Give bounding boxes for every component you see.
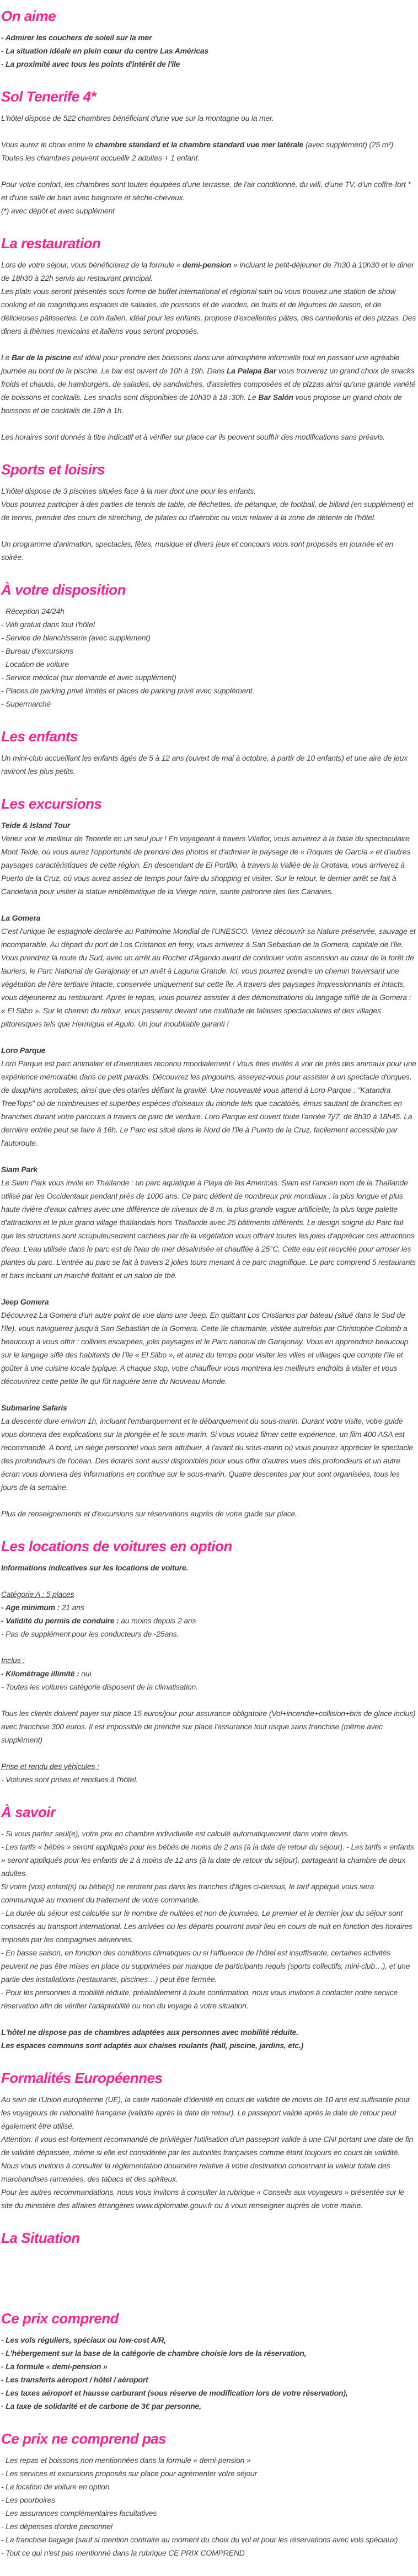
- text-line: [1, 2133, 417, 2159]
- list-item: [1, 44, 417, 57]
- section-heading: Les locations de voitures en option: [1, 1538, 232, 1554]
- text-segment: L'hôtel dispose de 522 chambres bénéficiant d'une vue sur la montagne ou la mer.: [1, 114, 274, 122]
- text-line: [1, 537, 417, 564]
- list-item: [1, 2493, 417, 2506]
- text-line: [1, 1827, 417, 1840]
- list-item: [1, 658, 417, 671]
- subheading: [1, 911, 417, 924]
- list-item: [1, 2386, 417, 2399]
- text-segment: Les horaires sont donnés à titre indicatif et à vérifier sur place car ils peuvent souffrir des modifications sans préavis.: [1, 432, 385, 441]
- text-line: [1, 1507, 417, 1520]
- text-segment: - Wifi gratuit dans tout l'hôtel: [1, 620, 95, 629]
- text-line: [1, 1588, 417, 1601]
- text-line: [1, 1880, 417, 1906]
- text-segment: - Admirer les couchers de soleil sur la mer: [1, 33, 152, 42]
- text-segment: 21 ans: [60, 1603, 84, 1612]
- text-segment: Un programme d'animation, spectacles, fêtes, musique et divers jeux et concours vous sont proposés en journée et en soirée.: [1, 539, 394, 562]
- text-line: [1, 204, 417, 217]
- text-segment: Attention: Il vous est fortement recommandé de privilégier l'utilisation d'un passeport valide à une CNI portant une date de fin de validité dépassée, même si elle est considérée par les autorités françaises comme étant toujours en cours de validité.: [1, 2135, 414, 2157]
- bold-note: [1, 2025, 417, 2052]
- text-line: [1, 1176, 417, 1282]
- text-segment: - Bureau d'excursions: [1, 646, 73, 655]
- paragraph: [1, 351, 417, 417]
- text-segment: - En basse saison, en fonction des conditions climatiques ou si l'affluence de l'hôtel est insuffisante, certaines activités peuvent ne pas être mises en place ou supprimées par manque de participants requis (sports collectifs, mini-club…), et une partie des installations (restaurants, piscines…) peut être fermée.: [1, 1948, 410, 1984]
- section-la-restauration: [1, 235, 417, 443]
- list-item: [1, 2399, 417, 2413]
- text-segment: Nous vous invitons à consulter la réglementation douanière relative à votre destination concernant la valeur totale des marchandises ramenées, des tabacs et des spiriteux.: [1, 2161, 390, 2183]
- text-segment: Le: [1, 353, 12, 362]
- text-segment: - Pas de supplément pour les conducteurs de -25ans.: [1, 1629, 179, 1638]
- list-item: [1, 605, 417, 618]
- section-heading: Formalités Européennes: [1, 2070, 163, 2086]
- text-segment: oui: [79, 1669, 92, 1678]
- text-segment: - Supermarché: [1, 699, 51, 708]
- text-line: [1, 430, 417, 443]
- list-item: [1, 2347, 417, 2360]
- list: [1, 1773, 417, 1786]
- text-line: [1, 1163, 417, 1176]
- text-segment: Catégorie A : 5 places: [1, 1590, 74, 1599]
- text-segment: - Les taxes aéroport et hausse carburant (sous réserve de modification lors de votre réservation),: [1, 2388, 348, 2397]
- text-line: [1, 1986, 417, 2012]
- paragraph: [1, 1176, 417, 1282]
- text-line: [1, 1840, 417, 1880]
- bold-text-segment: Bar Salón: [258, 393, 293, 402]
- list-item: [1, 684, 417, 697]
- text-segment: - Tout ce qui n'est pas mentionné dans la rubrique CE PRIX COMPREND: [1, 2548, 245, 2557]
- list-item: [1, 31, 417, 44]
- text-segment: - Toutes les voitures catégorie disposent de la climatisation.: [1, 1682, 198, 1691]
- text-line: [1, 498, 417, 524]
- text-line: [1, 2159, 417, 2185]
- text-segment: - La franchise bagage (sauf si mention contraire au moment du choix du vol et pour les réservations avec vols spéciaux): [1, 2535, 398, 2544]
- text-line: [1, 2185, 417, 2212]
- section-sports-et-loisirs: [1, 461, 417, 564]
- section-locations-de-voitures: [1, 1538, 417, 1786]
- text-segment: - Pour les personnes à mobilité réduite, préalablement à toute confirmation, nous vous invitons à contacter notre service réservation afin de vérifier l'adaptabilité ou non du voyage à votre situation.: [1, 1988, 398, 2010]
- text-segment: Un mini-club accueillant les enfants âgés de 5 à 12 ans (ouvert de mai à octobre, à partir de 10 enfants) et une aire de jeux raviront les plus petits.: [1, 753, 408, 776]
- subheading: [1, 1295, 417, 1308]
- text-segment: - Les vols réguliers, spéciaux ou low-cost A/R,: [1, 2335, 166, 2344]
- bold-note: [1, 1561, 417, 1574]
- text-line: [1, 924, 417, 1030]
- text-segment: est idéal pour prendre des boissons dans une atmosphère informelle tout en passant une agréable journée au bord de la piscine. Le bar est ouvert de 10h à 19h. Dans: [1, 353, 400, 375]
- list-item: [1, 2467, 417, 2480]
- text-segment: - Les dépenses d'ordre personnel: [1, 2522, 112, 2531]
- text-segment: - La location de voiture en option: [1, 2482, 110, 2491]
- text-line: [1, 1401, 417, 1414]
- section-ce-prix-comprend: [1, 2310, 417, 2413]
- bold-text-segment: - Age minimum :: [1, 1603, 60, 1612]
- map-placeholder: [1, 2253, 417, 2292]
- text-segment: - La durée du séjour est calculée sur le nombre de nuitées et non de journées. Le premier et le dernier jour du séjour sont consacrés au transport international. Les arrivées ou les départs pourront avoir lieu en cours de nuit en fonction des horaires imposés par les compagnies aériennes.: [1, 1909, 412, 1944]
- section-heading: Ce prix ne comprend pas: [1, 2430, 167, 2447]
- text-line: [1, 832, 417, 898]
- list-item: [1, 2506, 417, 2520]
- list-item: [1, 1627, 417, 1640]
- text-segment: Les plats vous seront présentés sous forme de buffet international et régional sain où vous trouvez une station de show cooking et de magnifiques espaces de salades, de poissons et de viandes, de fruits et de légumes de saison, et de délicieuses pâtisseries. Le coin italien, idéal pour les enfants, propose d'excellentes pâtes, des cannellonis et des pizzas. Des diners à thèmes mexicains et italiens vous seront proposés.: [1, 287, 416, 335]
- text-segment: Jeep Gomera: [1, 1297, 49, 1306]
- list-item: [1, 2520, 417, 2533]
- list-item: [1, 2373, 417, 2386]
- list: [1, 1601, 417, 1640]
- text-line: [1, 178, 417, 204]
- section-heading: On aime: [1, 8, 56, 24]
- text-line: [1, 351, 417, 417]
- paragraph: [1, 178, 417, 217]
- paragraph: [1, 832, 417, 898]
- list-item: [1, 618, 417, 631]
- text-segment: Les espaces communs sont adaptés aux chaises roulants (hall, piscine, jardins, etc.): [1, 2041, 304, 2050]
- list-item: [1, 1680, 417, 1693]
- text-segment: Lors de votre séjour, vous bénéficierez de la formule «: [1, 260, 183, 269]
- text-segment: Pour votre confort, les chambres sont toutes équipées d'une terrasse, de l'air conditionné, du wifi, d'une TV, d'un coffre-fort * et d'une salle de bain avec baignoire et sèche-cheveux.: [1, 180, 411, 202]
- paragraph: [1, 924, 417, 1030]
- text-line: [1, 911, 417, 924]
- text-segment: Si votre (vos) enfant(s) ou bébé(s) ne rentrent pas dans les tranches d'âges ci-dessus, le tarif appliqué vous sera communiqué au moment du traitement de votre commande.: [1, 1882, 374, 1904]
- section-heading: À votre disposition: [1, 581, 126, 598]
- bold-text-segment: demi-pension: [182, 260, 232, 269]
- text-segment: Informations indicatives sur les locations de voiture.: [1, 1563, 189, 1572]
- subheading: [1, 1044, 417, 1057]
- subheading: [1, 819, 417, 832]
- section-a-savoir: [1, 1804, 417, 2052]
- text-segment: - La formule « demi-pension »: [1, 2362, 108, 2371]
- text-line: [1, 1946, 417, 1986]
- text-segment: - Les pourboires: [1, 2495, 55, 2504]
- text-line: [1, 2039, 417, 2052]
- bold-text-segment: - Kilométrage illimité :: [1, 1669, 79, 1678]
- text-segment: (avec supplément) (25 m²). Toutes les chambres peuvent accueillir 2 adultes + 1 enfant.: [1, 140, 395, 162]
- text-segment: - La taxe de solidarité et de carbone de 3€ par personne,: [1, 2402, 201, 2411]
- paragraph: [1, 537, 417, 564]
- section-les-enfants: [1, 728, 417, 778]
- list: [1, 1667, 417, 1693]
- text-segment: - Location de voiture: [1, 660, 69, 669]
- section-les-excursions: [1, 795, 417, 1520]
- text-line: [1, 1414, 417, 1494]
- list-item: [1, 671, 417, 684]
- underlined-label: [1, 1654, 417, 1667]
- list-item: [1, 1667, 417, 1680]
- section-heading: Les excursions: [1, 795, 102, 812]
- text-line: [1, 258, 417, 285]
- text-segment: Submarine Safaris: [1, 1403, 67, 1412]
- text-line: [1, 1906, 417, 1946]
- text-segment: Loro Parque: [1, 1046, 46, 1055]
- list-item: [1, 57, 417, 71]
- list: [1, 605, 417, 710]
- text-segment: La descente dure environ 1h, incluant l'embarquement et le débarquement du sous-marin. Durant votre visite, votre guide vous donnera des explications sur la plongée et le sous-marin. Si vous voulez filmer cette expérience, un film 400 ASA est recommandé. A bord, un siège personnel vous sera attribuer, à l'avant du sous-marin où vous pourrez apprécier le spectacle des profondeurs de l'océan. Des écrans sont aussi disponibles pour vous offrir d'autres vues des profondeurs et un autre écran vous donnera des informations en continue sur le sous-marin. Quatre descentes par jour sont organisées, tous les jours de la semaine.: [1, 1417, 413, 1492]
- text-segment: Le Siam Park vous invite en Thaïlande : un parc aquatique à Playa de las Americas. Siam est l'ancien nom de la Thaïlande utilisé par les Occidentaux pendant près de 1000 ans. Ce parc détient de nombreux prix mondiaux : la plus longue et plus haute rivière d'eaux calmes avec une différence de niveaux de 8 m, la plus grande vague artificielle, la plus large palette d'attractions et le plus grand village thaïlandais hors Thaïlande avec 25 bâtiments différents. Le design soigné du Parc fait que les structures sont scrupuleusement cachées par de la végétation vous offrant toutes les joies d'apprécier ces attractions d'eau. L'eau utilisée dans le parc est de l'eau de mer désalinisée et chauffée à 25°C. Cette eau est recyclée pour arroser les plantes du parc. L'entrée au parc se fait à travers 2 jolies tours menant à ce parc magnifique. Le parc comprend 5 restaurants et bars incluant un marché flottant et un salon de thé.: [1, 1178, 416, 1280]
- section-heading: Les enfants: [1, 728, 78, 745]
- text-segment: Vous aurez le choix entre la: [1, 140, 95, 149]
- text-segment: Inclus :: [1, 1656, 25, 1665]
- hotel-description-page: [0, 8, 418, 2576]
- text-line: [1, 1295, 417, 1308]
- section-sol-tenerife: [1, 88, 417, 217]
- list-item: [1, 631, 417, 644]
- text-segment: - Si vous partez seul(e), votre prix en chambre individuelle est calculé automatiquement dans votre devis.: [1, 1829, 349, 1838]
- text-segment: - Places de parking privé limités et places de parking privé avec supplément.: [1, 686, 255, 695]
- text-segment: - La situation idéale en plein cœur du centre Las Américas: [1, 46, 209, 55]
- bold-text-segment: chambre standard et la chambre standard vue mer latérale: [95, 140, 304, 149]
- text-segment: Pour les autres recommandations, nous vous invitons à consulter la rubrique « Conseils aux voyageurs » présentée sur le site du ministère des affaires étrangères www.diplomatie.gouv.fr ou à vous renseigner auprès de votre mairie.: [1, 2188, 405, 2210]
- text-segment: Prise et rendu des véhicules :: [1, 1762, 99, 1771]
- text-segment: - Service médical (sur demande et avec supplément): [1, 673, 176, 682]
- text-segment: - L'hébergement sur la base de la catégorie de chambre choisie lors de la réservation,: [1, 2349, 307, 2358]
- section-heading: Sports et loisirs: [1, 461, 105, 478]
- text-segment: (*) avec dépôt et avec supplément: [1, 206, 115, 215]
- underlined-label: [1, 1588, 417, 1601]
- paragraph: [1, 2093, 417, 2212]
- paragraph: [1, 484, 417, 524]
- bold-text-segment: - Validité du permis de conduire :: [1, 1616, 119, 1625]
- section-ce-prix-ne-comprend-pas: [1, 2430, 417, 2559]
- text-segment: C'est l'unique île espagnole declarée au Patrimoine Mondial de l'UNESCO. Venez découvrir sa Nature préservée, sauvage et incomparable. Au départ du port de Los Cristanos en ferry, vous arriverez à San Sebastian de la Gomera, capitale de l'île. Vous prendrez la route du Sud, avec un arrêt au Rocher d'Agando avant de continuer votre ascension au cœur de la forêt de lauriers, le Parc National de Garajonay et un arrêt à Laguna Grande. Ici, vous pourrez prendre un chemin traversant une végétation de l'ère tertiaire intacte, conservée uniquement sur cette île. A travers des paysages impressionnants et intacts, vous déjeunerez au restaurant. Après le repas, vous pourrez assister à des démonstrations du langage sifflé de la Gomera : « El Silbo ». Sur le chemin du retour, vous passerez devant une multitude de falaises spectaculaires et des villages pittoresques tels que Hermigua et Agulo. Un jour inoubliable garanti !: [1, 927, 416, 1028]
- text-segment: Tous les clients doivent payer sur place 15 euros/jour pour assurance obligatoire (Vol+incendie+collision+bris de glace inclus) avec franchise 300 euros. Il est impossible de prendre sur place l'assurance tout risque sans franchise (même avec supplément): [1, 1709, 416, 1744]
- text-segment: - Service de blanchisserie (avec supplément): [1, 633, 151, 642]
- text-line: [1, 138, 417, 164]
- paragraph: [1, 1414, 417, 1494]
- paragraph: [1, 751, 417, 778]
- list: [1, 2454, 417, 2559]
- paragraph: [1, 1707, 417, 1746]
- section-a-votre-disposition: [1, 581, 417, 710]
- section-la-situation: [1, 2230, 417, 2292]
- text-segment: vous trouverez un grand choix de snacks froids et chauds, de hamburgers, de salades, de sandwiches, d'assiettes composées et de pizzas ainsi qu'une grande variété de boissons et cocktails. Les snacks sont disponibles de 10h30 à 18 :30h. Le: [1, 366, 416, 402]
- list-item: [1, 2480, 417, 2493]
- list-item: [1, 697, 417, 710]
- text-line: [1, 484, 417, 498]
- section-heading: Ce prix comprend: [1, 2310, 119, 2327]
- subheading: [1, 1401, 417, 1414]
- list-item: [1, 2360, 417, 2373]
- text-line: [1, 819, 417, 832]
- text-segment: Loro Parque est parc animalier et d'aventures reconnu mondialement ! Vous êtes invités à voir de près des animaux pour une expérience mémorable dans ce petit paradis. Découvrez les pingouins, asseyez-vous pour assister à un spectacle d'orques, de dauphins acrobates, ainsi que des otaries défiant la gravité. Une nouveauté vous attend à Loro Parque : "Katandra TreeTops" où de nombreuses et superbes espèces d'oiseaux du monde tels que cacatoès, émus sautant de branches en branches durant votre parcours à travers ce parc de verdure. Loro Parque est ouvert toute l'année 7j/7, de 8h30 à 18h45. La dernière entrée peut se faire à 16h. Le Parc est situé dans le Nord de l'île à Puerto de la Cruz, facilement accessible par l'autoroute.: [1, 1059, 416, 1147]
- text-segment: L'hôtel ne dispose pas de chambres adaptées aux personnes avec mobilité réduite.: [1, 2028, 298, 2037]
- text-segment: Siam Park: [1, 1165, 37, 1174]
- text-segment: vous propose un grand choix de boissons et de cocktails de 19h à 1h.: [1, 393, 402, 415]
- section-heading: La Situation: [1, 2230, 80, 2246]
- section-on-aime: [1, 8, 417, 71]
- text-segment: Plus de renseignements et d'excursions sur réservations auprès de votre guide sur place.: [1, 1509, 297, 1518]
- text-line: [1, 1044, 417, 1057]
- bold-list: [1, 31, 417, 71]
- list-item: [1, 1614, 417, 1627]
- paragraph: [1, 138, 417, 164]
- list-item: [1, 644, 417, 658]
- bold-list: [1, 2333, 417, 2413]
- text-line: [1, 1308, 417, 1388]
- paragraph: [1, 1507, 417, 1520]
- paragraph: [1, 1308, 417, 1388]
- text-line: [1, 1654, 417, 1667]
- section-heading: À savoir: [1, 1804, 56, 1820]
- list-item: [1, 2533, 417, 2546]
- list-item: [1, 2454, 417, 2467]
- section-heading: La restauration: [1, 235, 101, 252]
- text-segment: - Les repas et boissons non mentionnées dans la formule « demi-pension »: [1, 2456, 251, 2465]
- text-segment: Venez voir le meilleur de Tenerife en un seul jour ! En voyageant à travers Vilaflor, vous arriverez à la base du spectaculaire Mont Teide, où vous aurez l'opportunité de prendre des photos et d'admirer le paysage de « Roques de García » et d'autres paysages caractéristiques de cette région. En descendant de El Portillo, à travers la Vallée de la Orotava, vous arriverez à Puerto de la Cruz, où vous aurez assez de temps pour faire du shopping et visiter. Sur le retour, le dernier arrêt se fait à Candelaria pour visiter la statue emblématique de la Vierge noire, sainte patronne des Iles Canaries.: [1, 834, 411, 896]
- text-segment: - La proximité avec tous les points d'intérêt de l'île: [1, 60, 180, 68]
- text-line: [1, 1707, 417, 1746]
- text-segment: Vous pourrez participer à des parties de tennis de table, de fléchettes, de pétanque, de football, de billard (en supplément) et de tennis, prendre des cours de stretching, de pilates ou d'aérobic ou vous relaxer à la zone de détente de l'hôtel.: [1, 500, 414, 522]
- text-segment: La Gomera: [1, 913, 41, 922]
- paragraph: [1, 111, 417, 125]
- text-segment: Au sein de l'Union européenne (UE), la carte nationale d'identité en cours de validité de moins de 10 ans est suffisante pour les voyageurs de nationalité française (validite après la date de retour). Le passeport valide après la date de retour peut également être utilisé.: [1, 2095, 410, 2130]
- text-line: [1, 1561, 417, 1574]
- text-segment: au moins depuis 2 ans: [119, 1616, 196, 1625]
- text-segment: - Les tarifs « bébés » seront appliqués pour les bébés de moins de 2 ans (à la date de retour du séjour). - Les tarifs « enfants » seront appliqués pour les enfants de 2 à moins de 12 ans (à la date de retour du séjour), partageant la chambre de deux adultes.: [1, 1842, 414, 1878]
- text-line: [1, 285, 417, 338]
- text-segment: - Réception 24/24h: [1, 607, 65, 616]
- paragraph: [1, 1827, 417, 2012]
- text-segment: Teide & Island Tour: [1, 821, 71, 830]
- subheading: [1, 1163, 417, 1176]
- text-line: [1, 1760, 417, 1773]
- paragraph: [1, 258, 417, 338]
- text-segment: L'hôtel dispose de 3 piscines situées face à la mer dont une pour les enfants.: [1, 487, 256, 495]
- text-line: [1, 111, 417, 125]
- paragraph: [1, 430, 417, 443]
- paragraph: [1, 1057, 417, 1150]
- text-segment: - Voitures sont prises et rendues à l'hôtel.: [1, 1775, 138, 1784]
- text-line: [1, 1057, 417, 1150]
- bold-text-segment: La Palapa Bar: [227, 366, 277, 375]
- text-line: [1, 2025, 417, 2039]
- text-segment: - Les assurances complémentaires facultatives: [1, 2509, 157, 2518]
- bold-text-segment: Bar de la piscine: [11, 353, 71, 362]
- section-formalites-europeennes: [1, 2070, 417, 2212]
- text-line: [1, 2093, 417, 2133]
- list-item: [1, 2546, 417, 2559]
- text-segment: » incluant le petit-déjeuner de 7h30 à 10h30 et le diner de 18h30 à 22h servis au restaurant principal.: [1, 260, 414, 282]
- text-segment: - Les services et excursions proposés sur place pour agrémenter votre séjour: [1, 2469, 258, 2478]
- text-line: [1, 751, 417, 778]
- list-item: [1, 2333, 417, 2347]
- text-segment: - Les transferts aéroport / hôtel / aéroport: [1, 2375, 148, 2384]
- underlined-label: [1, 1760, 417, 1773]
- list-item: [1, 1773, 417, 1786]
- section-heading: Sol Tenerife 4*: [1, 88, 97, 105]
- list-item: [1, 1601, 417, 1614]
- text-segment: Découvrez La Gomera d'un autre point de vue dans une Jeep. En quittant Los Cristianos par bateau (situé dans le Sud de l'île), vous naviguerez jusqu'à San Sebastián de la Gomera. Cette île charmante, visitée autrefois par Christophe Colomb a beaucoup à vous offrir : collines escarpées, jolis paysages et le Parc national de Garajonay. Vous en apprendrez beaucoup sur le langage siflé des habitants de l'île « El Silbo », et aurez du temps pour visiter les villes et villages que compte l'île et goûter à une cuisine locale typique. A chaque stop, votre chauffeur vous montrera les meilleurs endroits à visiter et vous découvrirez cette petite île qui fût naguère terre du Nouveau Monde.: [1, 1311, 409, 1386]
